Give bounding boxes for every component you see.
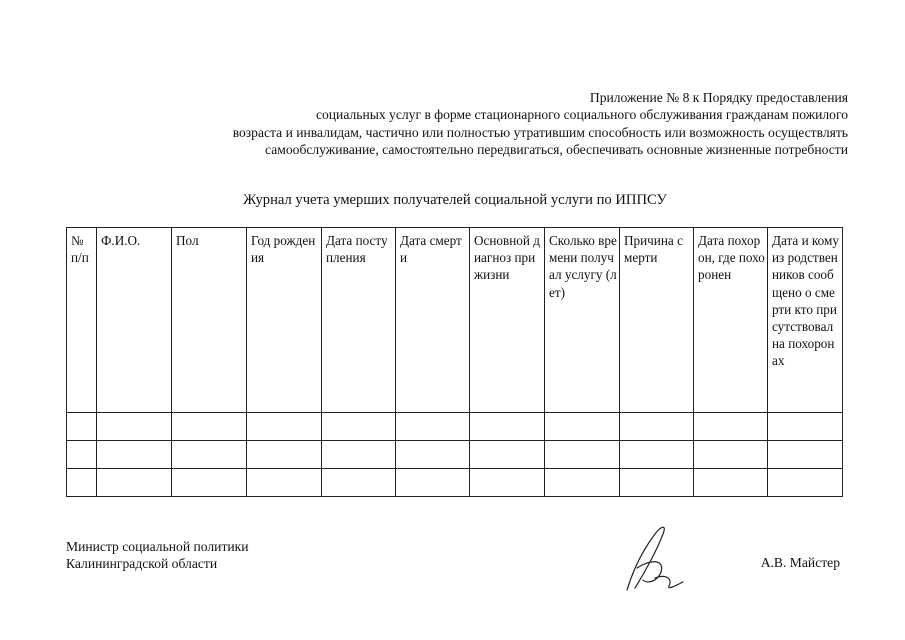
table-cell bbox=[247, 441, 322, 469]
column-header-relatives: Дата и кому из родственников сообщено о смерти кто присутствовал на похоронах bbox=[768, 228, 843, 413]
signatory-name: А.В. Майстер bbox=[760, 555, 840, 570]
column-header-funeral: Дата похорон, где похоронен bbox=[694, 228, 768, 413]
table-row bbox=[67, 413, 843, 441]
table-cell bbox=[97, 413, 172, 441]
table-cell bbox=[470, 469, 545, 497]
position-line: Калининградской области bbox=[66, 556, 218, 572]
journal-table bbox=[66, 227, 843, 497]
table-cell bbox=[694, 441, 768, 469]
column-header-diagnosis: Основной диагноз при жизни bbox=[470, 228, 545, 413]
header-line: Приложение № 8 к Порядку предоставления bbox=[589, 90, 848, 105]
column-header-fio: Ф.И.О. bbox=[97, 228, 172, 413]
table-cell bbox=[172, 413, 247, 441]
table-cell bbox=[396, 413, 470, 441]
header-line: социальных услуг в форме стационарного социального обслуживания гражданам пожилого bbox=[315, 107, 848, 123]
document-title: Журнал учета умерших получателей социальной услуги по ИППСУ bbox=[243, 192, 667, 208]
table-cell bbox=[470, 413, 545, 441]
table-cell bbox=[768, 413, 843, 441]
table-cell bbox=[172, 469, 247, 497]
table-cell bbox=[97, 441, 172, 469]
table-cell bbox=[322, 413, 396, 441]
column-header-death-date: Дата смерти bbox=[396, 228, 470, 413]
column-header-cause-of-death: Причина смерти bbox=[620, 228, 694, 413]
signatory-position bbox=[66, 538, 249, 573]
column-header-sex: Пол bbox=[172, 228, 247, 413]
column-header-birth-year: Год рождения bbox=[247, 228, 322, 413]
position-line: Министр социальной политики bbox=[66, 539, 249, 554]
table-cell bbox=[322, 469, 396, 497]
table-cell bbox=[620, 469, 694, 497]
table-cell bbox=[172, 441, 247, 469]
table-cell bbox=[67, 441, 97, 469]
table-row bbox=[67, 469, 843, 497]
document-header bbox=[128, 89, 848, 159]
column-header-admission-date: Дата поступления bbox=[322, 228, 396, 413]
header-line: возраста и инвалидам, частично или полностью утратившим способность или возможность осуществлять bbox=[232, 124, 848, 140]
table-row bbox=[67, 441, 843, 469]
table-cell bbox=[396, 441, 470, 469]
table-cell bbox=[620, 441, 694, 469]
table-cell bbox=[67, 413, 97, 441]
table-cell bbox=[396, 469, 470, 497]
table-cell bbox=[768, 441, 843, 469]
table-cell bbox=[247, 469, 322, 497]
table-cell bbox=[322, 441, 396, 469]
table-cell bbox=[620, 413, 694, 441]
table-cell bbox=[768, 469, 843, 497]
table-cell bbox=[545, 441, 620, 469]
signature-image bbox=[615, 520, 695, 600]
column-header-service-duration: Сколько времени получал услугу (лет) bbox=[545, 228, 620, 413]
table-cell bbox=[545, 413, 620, 441]
table-cell bbox=[97, 469, 172, 497]
table-cell bbox=[694, 413, 768, 441]
column-header-number: № п/п bbox=[67, 228, 97, 413]
table-cell bbox=[67, 469, 97, 497]
table-cell bbox=[694, 469, 768, 497]
table-cell bbox=[545, 469, 620, 497]
table-body bbox=[67, 413, 843, 497]
table-header-row bbox=[67, 228, 843, 413]
table-cell bbox=[247, 413, 322, 441]
header-line: самообслуживание, самостоятельно передвигаться, обеспечивать основные жизненные потребности bbox=[265, 142, 848, 158]
table-cell bbox=[470, 441, 545, 469]
